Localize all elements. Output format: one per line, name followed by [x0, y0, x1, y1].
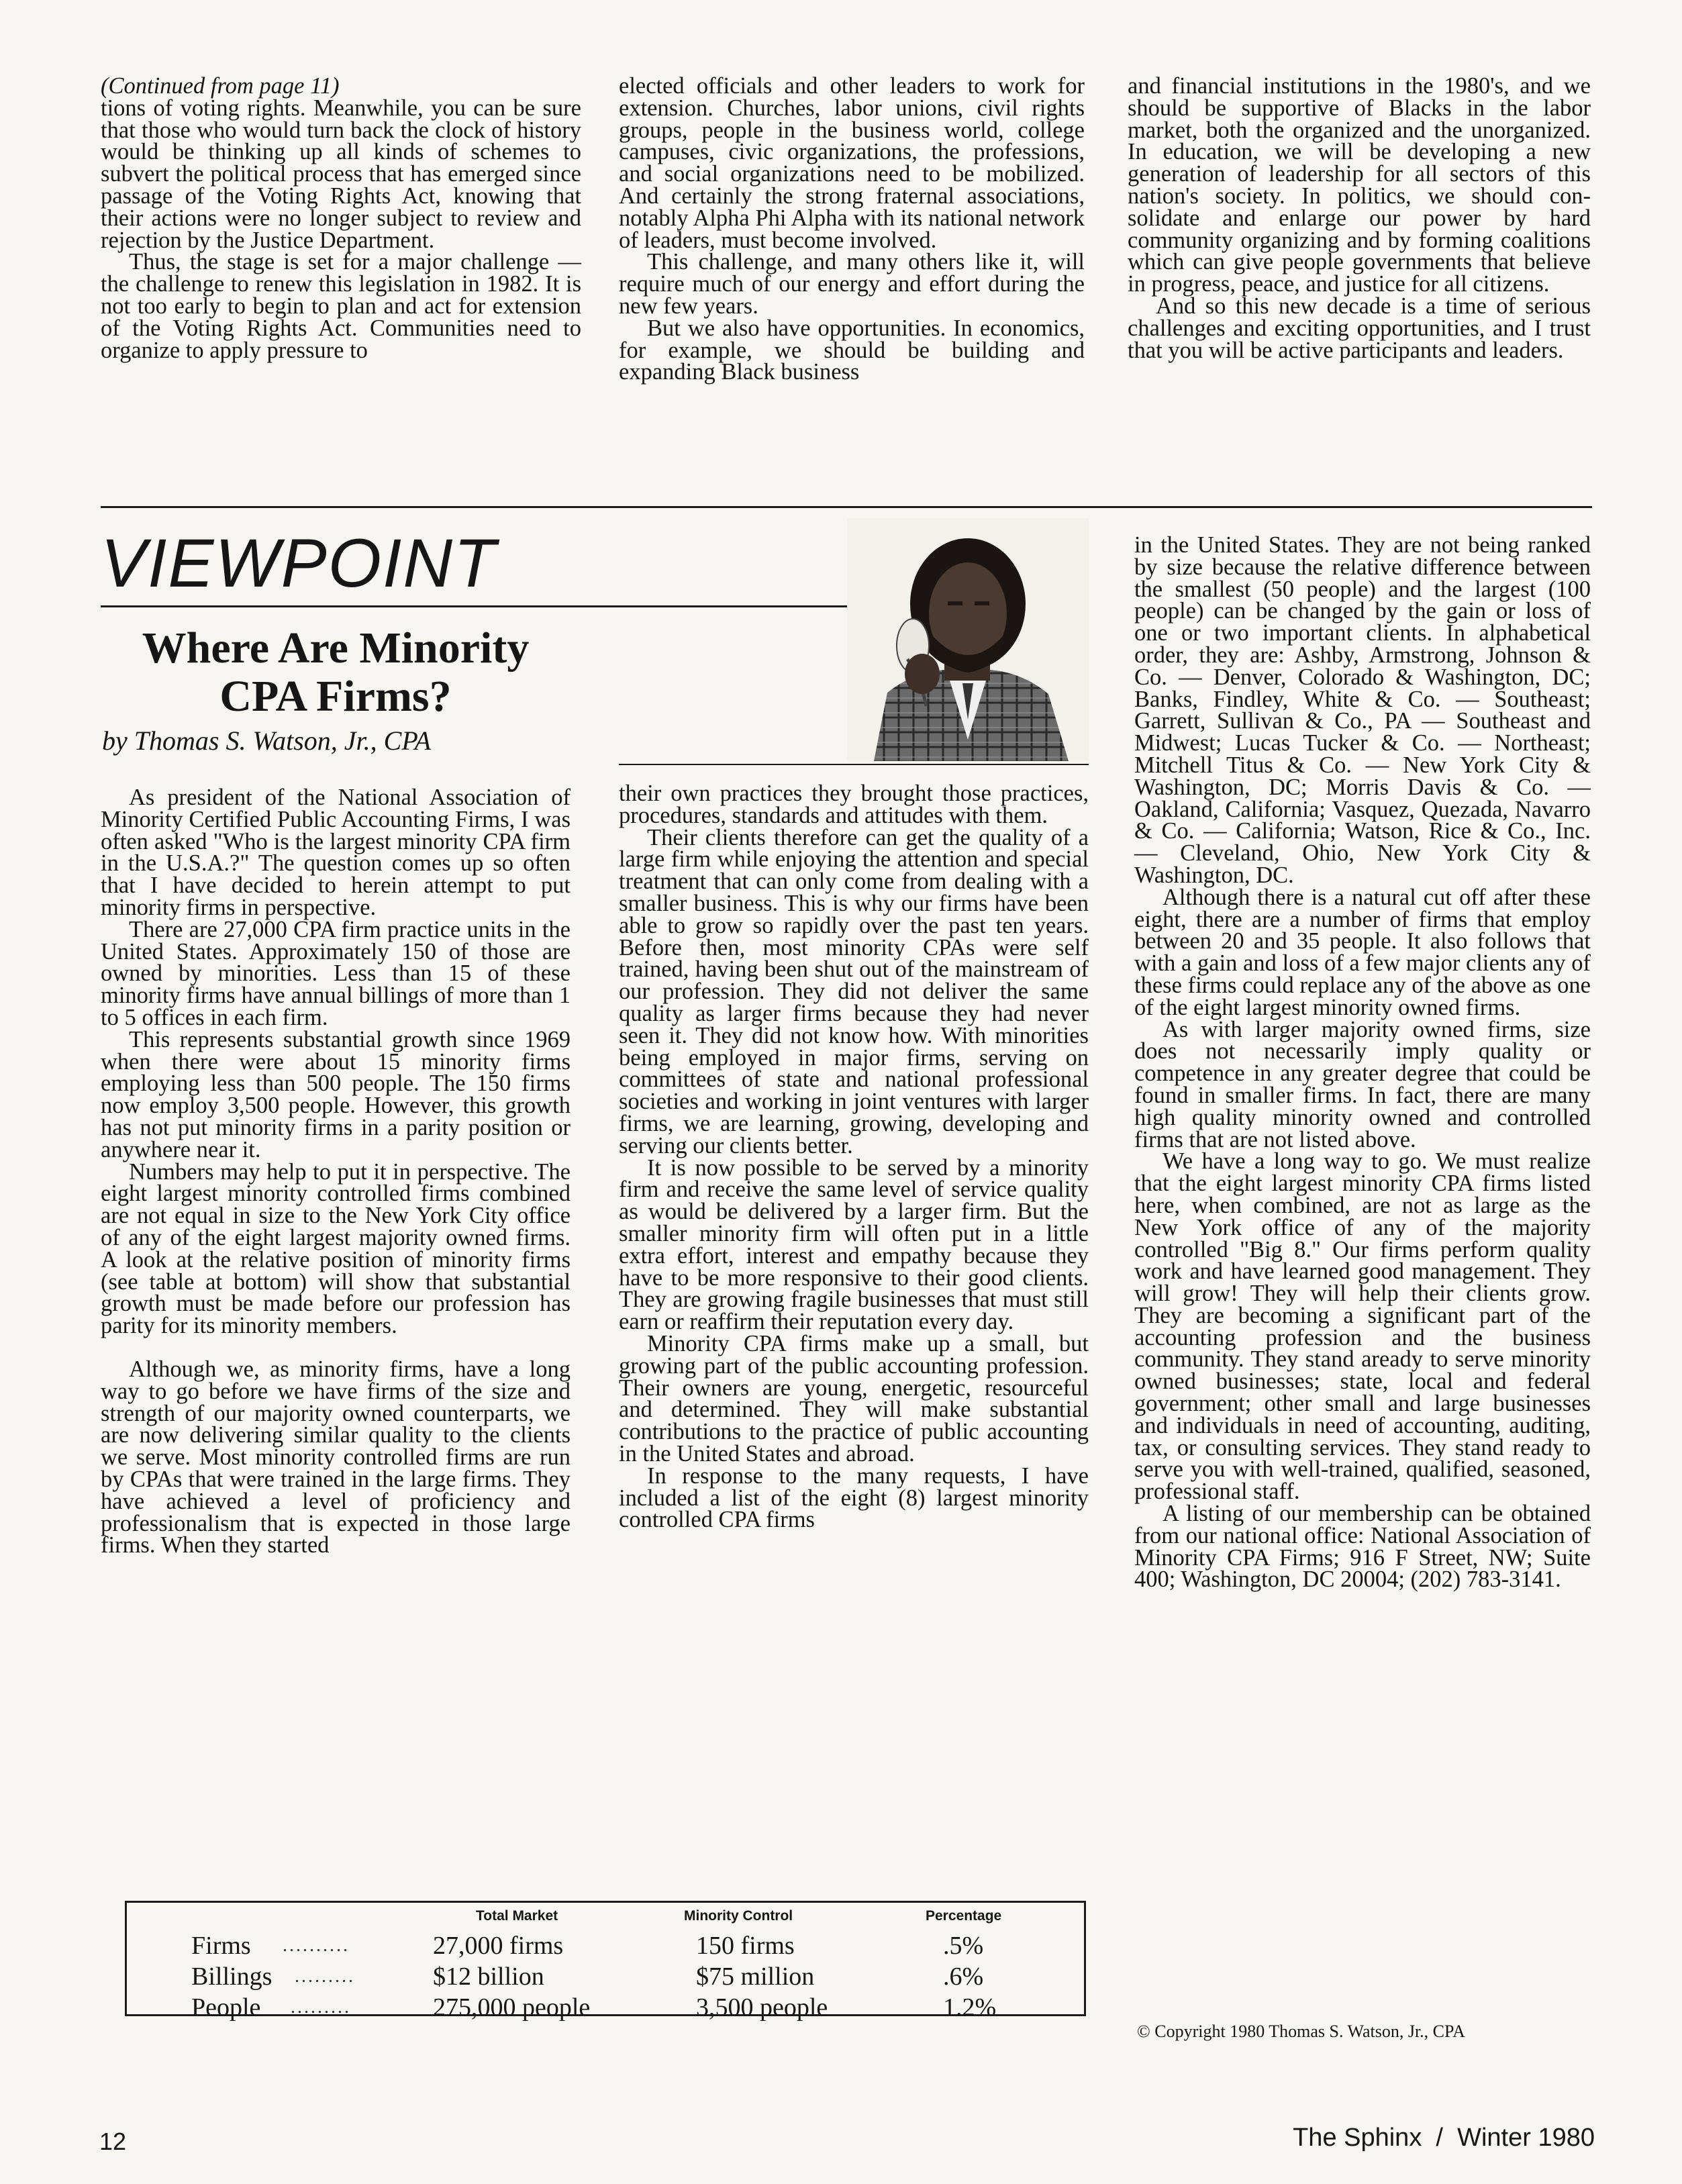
paragraph: We have a long way to go. We must realize that the eight largest minority CPA firms listed here, when combined, are not as large as the New York office of any of the majority controlled "Big 8." Our firms perform quality work and have learned good management. They will grow! They will help their clients grow. They are becoming a significant part of the accounting profession and the business community. They stand aready to serve minority owned businesses; state, local and federal government; other small and large businesses and individuals in need of accounting, auditing, tax, or consulting services. They stand ready to serve you with well-trained, qualified, seasoned, professional staff. — [1134, 1148, 1591, 1505]
total-market-value: 27,000 firms — [433, 1932, 564, 1960]
paragraph: This represents substantial growth since 1969 when there were about 15 minority firms employing less than 500 people. The 150 firms now employ 3,500 people. However, this growth has not put minority firms in a parity position or anywhere near it. — [101, 1026, 571, 1162]
continued-column-1 — [101, 75, 581, 361]
copyright-notice: © Copyright 1980 Thomas S. Watson, Jr., CPA — [1137, 2022, 1465, 2041]
article-column-3 — [1134, 534, 1591, 1591]
paragraph: It is now possible to be served by a minority firm and receive the same level of service quality as would be delivered by a larger firm. But the smaller minority firm will often put in a little extra effort, interest and empathy because they have to be more responsive to their good clients. They are growing fragile businesses that must still earn or reaffirm their reputation every day. — [619, 1154, 1089, 1335]
paragraph: In response to the many requests, I have included a list of the eight (8) largest minority controlled CPA firms — [619, 1462, 1089, 1533]
total-market-value: $12 billion — [433, 1963, 544, 1991]
table-row — [127, 1930, 1084, 1962]
paragraph: Their clients therefore can get the quality of a large firm while enjoying the attention and special treatment that can only come from dealing with a smaller business. This is why our firms have been able to grow so rapidly over the past ten years. Before then, most minority CPAs were self trained, having been shut out of the mainstream of our profession. They did not deliver the same quality as larger firms because they had never seen it. They did not know how. With minorities being employed in major firms, serving on committees of state and national professional societies and working in joint ventures with larger firms, we are learning, growing, developing and serving our clients better. — [619, 824, 1089, 1158]
row-label: Billings — [191, 1963, 273, 1991]
percentage-value: .5% — [943, 1932, 984, 1960]
table-row — [127, 1991, 1084, 2024]
article-column-1 — [101, 787, 571, 1556]
paragraph: Numbers may help to put it in perspective. The eight largest minority controlled firms combined are not equal in size to the New York City office of any of the eight largest majority owned firms. A look at the relative position of minority firms (see table at bottom) will show that substantial growth must be made before our profession has parity for its minority members. — [101, 1158, 571, 1339]
paragraph: A listing of our membership can be obtained from our national office: National Association of Minority CPA Firms; 916 F Street, NW; Suite 400; Washington, DC 20004; (202) 783-3141. — [1134, 1501, 1591, 1593]
publication-footer: The Sphinx / Winter 1980 — [1293, 2124, 1595, 2152]
row-label: Firms — [191, 1932, 251, 1960]
paragraph: Although we, as minority firms, have a long way to go before we have firms of the size and strength of our majority owned counterparts, we are now delivering similar quality to the clients we serve. Most minority controlled firms are run by CPAs that were trained in the large firms. They have achieved a level of proficiency and professionalism that is expected in those large firms. When they started — [101, 1356, 571, 1558]
column-header-total-market: Total Market — [476, 1908, 558, 1924]
paragraph: Minority CPA firms make up a small, but growing part of the public accounting profession. Their owners are young, energetic, resourceful and determined. They will make substantial contributions to the practice of public accounting in the United States and abroad. — [619, 1330, 1089, 1467]
row-label: People — [191, 1993, 261, 2022]
minority-control-value: 150 firms — [696, 1932, 795, 1960]
section-divider — [101, 506, 1592, 508]
paragraph: elected officials and other leaders to work for extension. Churches, labor unions, civil rights groups, people in the business world, college campuses, civic organizations, the professions, and social organizations need to be mobilized. And certainly the strong fraternal associations, notably Alpha Phi Alpha with its national network of leaders, must become involved. — [619, 73, 1085, 253]
article-column-2 — [619, 783, 1089, 1531]
minority-control-value: $75 million — [696, 1963, 815, 1991]
comparison-table — [125, 1901, 1086, 2022]
continued-column-3 — [1128, 75, 1591, 361]
column-header-percentage: Percentage — [926, 1908, 1002, 1924]
masthead-rule — [101, 605, 852, 607]
author-photo — [847, 518, 1089, 761]
photo-caption-rule — [619, 764, 1089, 765]
paragraph: But we also have opportunities. In economics, for example, we should be building and expanding Black business — [619, 315, 1085, 385]
leader-dots: .......... — [283, 1935, 350, 1956]
section-title: VIEWPOINT — [101, 525, 497, 601]
table-row — [127, 1960, 1084, 1993]
paragraph: and financial institutions in the 1980's, and we should be supportive of Blacks in the labor market, both the organized and the unorganized. In education, we will be developing a new generation of leadership for all sectors of this nation's society. In politics, we should consolidate and enlarge our power by hard community organizing and by forming coalitions which can give people governments that believe in progress, peace, and justice for all citizens. — [1128, 73, 1591, 297]
paragraph: in the United States. They are not being ranked by size because the relative difference between the smallest (50 people) and the largest (100 people) can be changed by the gain or loss of one or two important clients. In alphabetical order, they are: Ashby, Armstrong, Johnson & Co. — Denver, Colorado & Washington, DC; Banks, Findley, White & Co. — Southeast; Garrett, Sullivan & Co., PA — Southeast and Midwest; Lucas Tucker & Co. — Northeast; Mitchell Titus & Co. — New York City & Washington, DC; Morris Davis & Co. — Oakland, California; Vasquez, Quezada, Navarro & Co. — California; Watson, Rice & Co., Inc. — Cleveland, Ohio, New York City & Washington, DC. — [1134, 532, 1591, 888]
paragraph: As president of the National Association of Minority Certified Public Accounting Firms, I was often asked "Who is the largest minority CPA firm in the U.S.A.?" The question comes up so often that I have decided to herein attempt to put minority firms in perspective. — [101, 785, 571, 920]
paragraph: their own practices they brought those practices, procedures, standards and attitudes with them. — [619, 781, 1089, 828]
author-portrait-image — [847, 518, 1089, 761]
paragraph: tions of voting rights. Meanwhile, you can be sure that those who would turn back the clock of history would be thinking up all kinds of schemes to subvert the political process that has emerged since passage of the Voting Rights Act, knowing that their actions were no longer subject to review and rejection by the Justice Department. — [101, 95, 581, 253]
leader-dots: ......... — [291, 1997, 351, 2018]
paragraph: Thus, the stage is set for a major challenge — the challenge to renew this legislation in 1982. It is not too early to begin to plan and act for extension of the Voting Rights Act. Communities need to organize to apply pressure to — [101, 249, 581, 363]
paragraph: Although there is a natural cut off after these eight, there are a number of firms that employ between 20 and 35 people. It also follows that with a gain and loss of a few major clients any of these firms could replace any of the above as one of the eight largest minority owned firms. — [1134, 884, 1591, 1020]
article-byline: by Thomas S. Watson, Jr., CPA — [102, 726, 432, 756]
leader-dots: ......... — [295, 1966, 355, 1987]
paragraph: There are 27,000 CPA firm practice units in the United States. Approximately 150 of those are owned by minorities. Less than 15 of these minority firms have annual billings of more than 1 to 5 offices in each firm. — [101, 916, 571, 1030]
paragraph: This challenge, and many others like it, will require much of our energy and effort during the new few years. — [619, 249, 1085, 319]
total-market-value: 275,000 people — [433, 1993, 591, 2022]
minority-control-value: 3,500 people — [696, 1993, 828, 2022]
paragraph: As with larger majority owned firms, size does not necessarily imply quality or competence in any greater degree that could be found in smaller firms. In fact, there are many high quality minority owned and controlled firms that are not listed above. — [1134, 1016, 1591, 1152]
page-number: 12 — [99, 2128, 127, 2155]
article-headline: Where Are Minority CPA Firms? — [142, 624, 530, 721]
column-header-minority-control: Minority Control — [684, 1908, 793, 1924]
continued-column-2 — [619, 75, 1085, 383]
percentage-value: .6% — [943, 1963, 984, 1991]
continued-from-note: (Continued from page 11) — [101, 73, 340, 99]
paragraph: And so this new decade is a time of serious challenges and exciting opportunities, and I trust that you will be active participants and leaders. — [1128, 293, 1591, 363]
percentage-value: 1.2% — [943, 1993, 997, 2022]
